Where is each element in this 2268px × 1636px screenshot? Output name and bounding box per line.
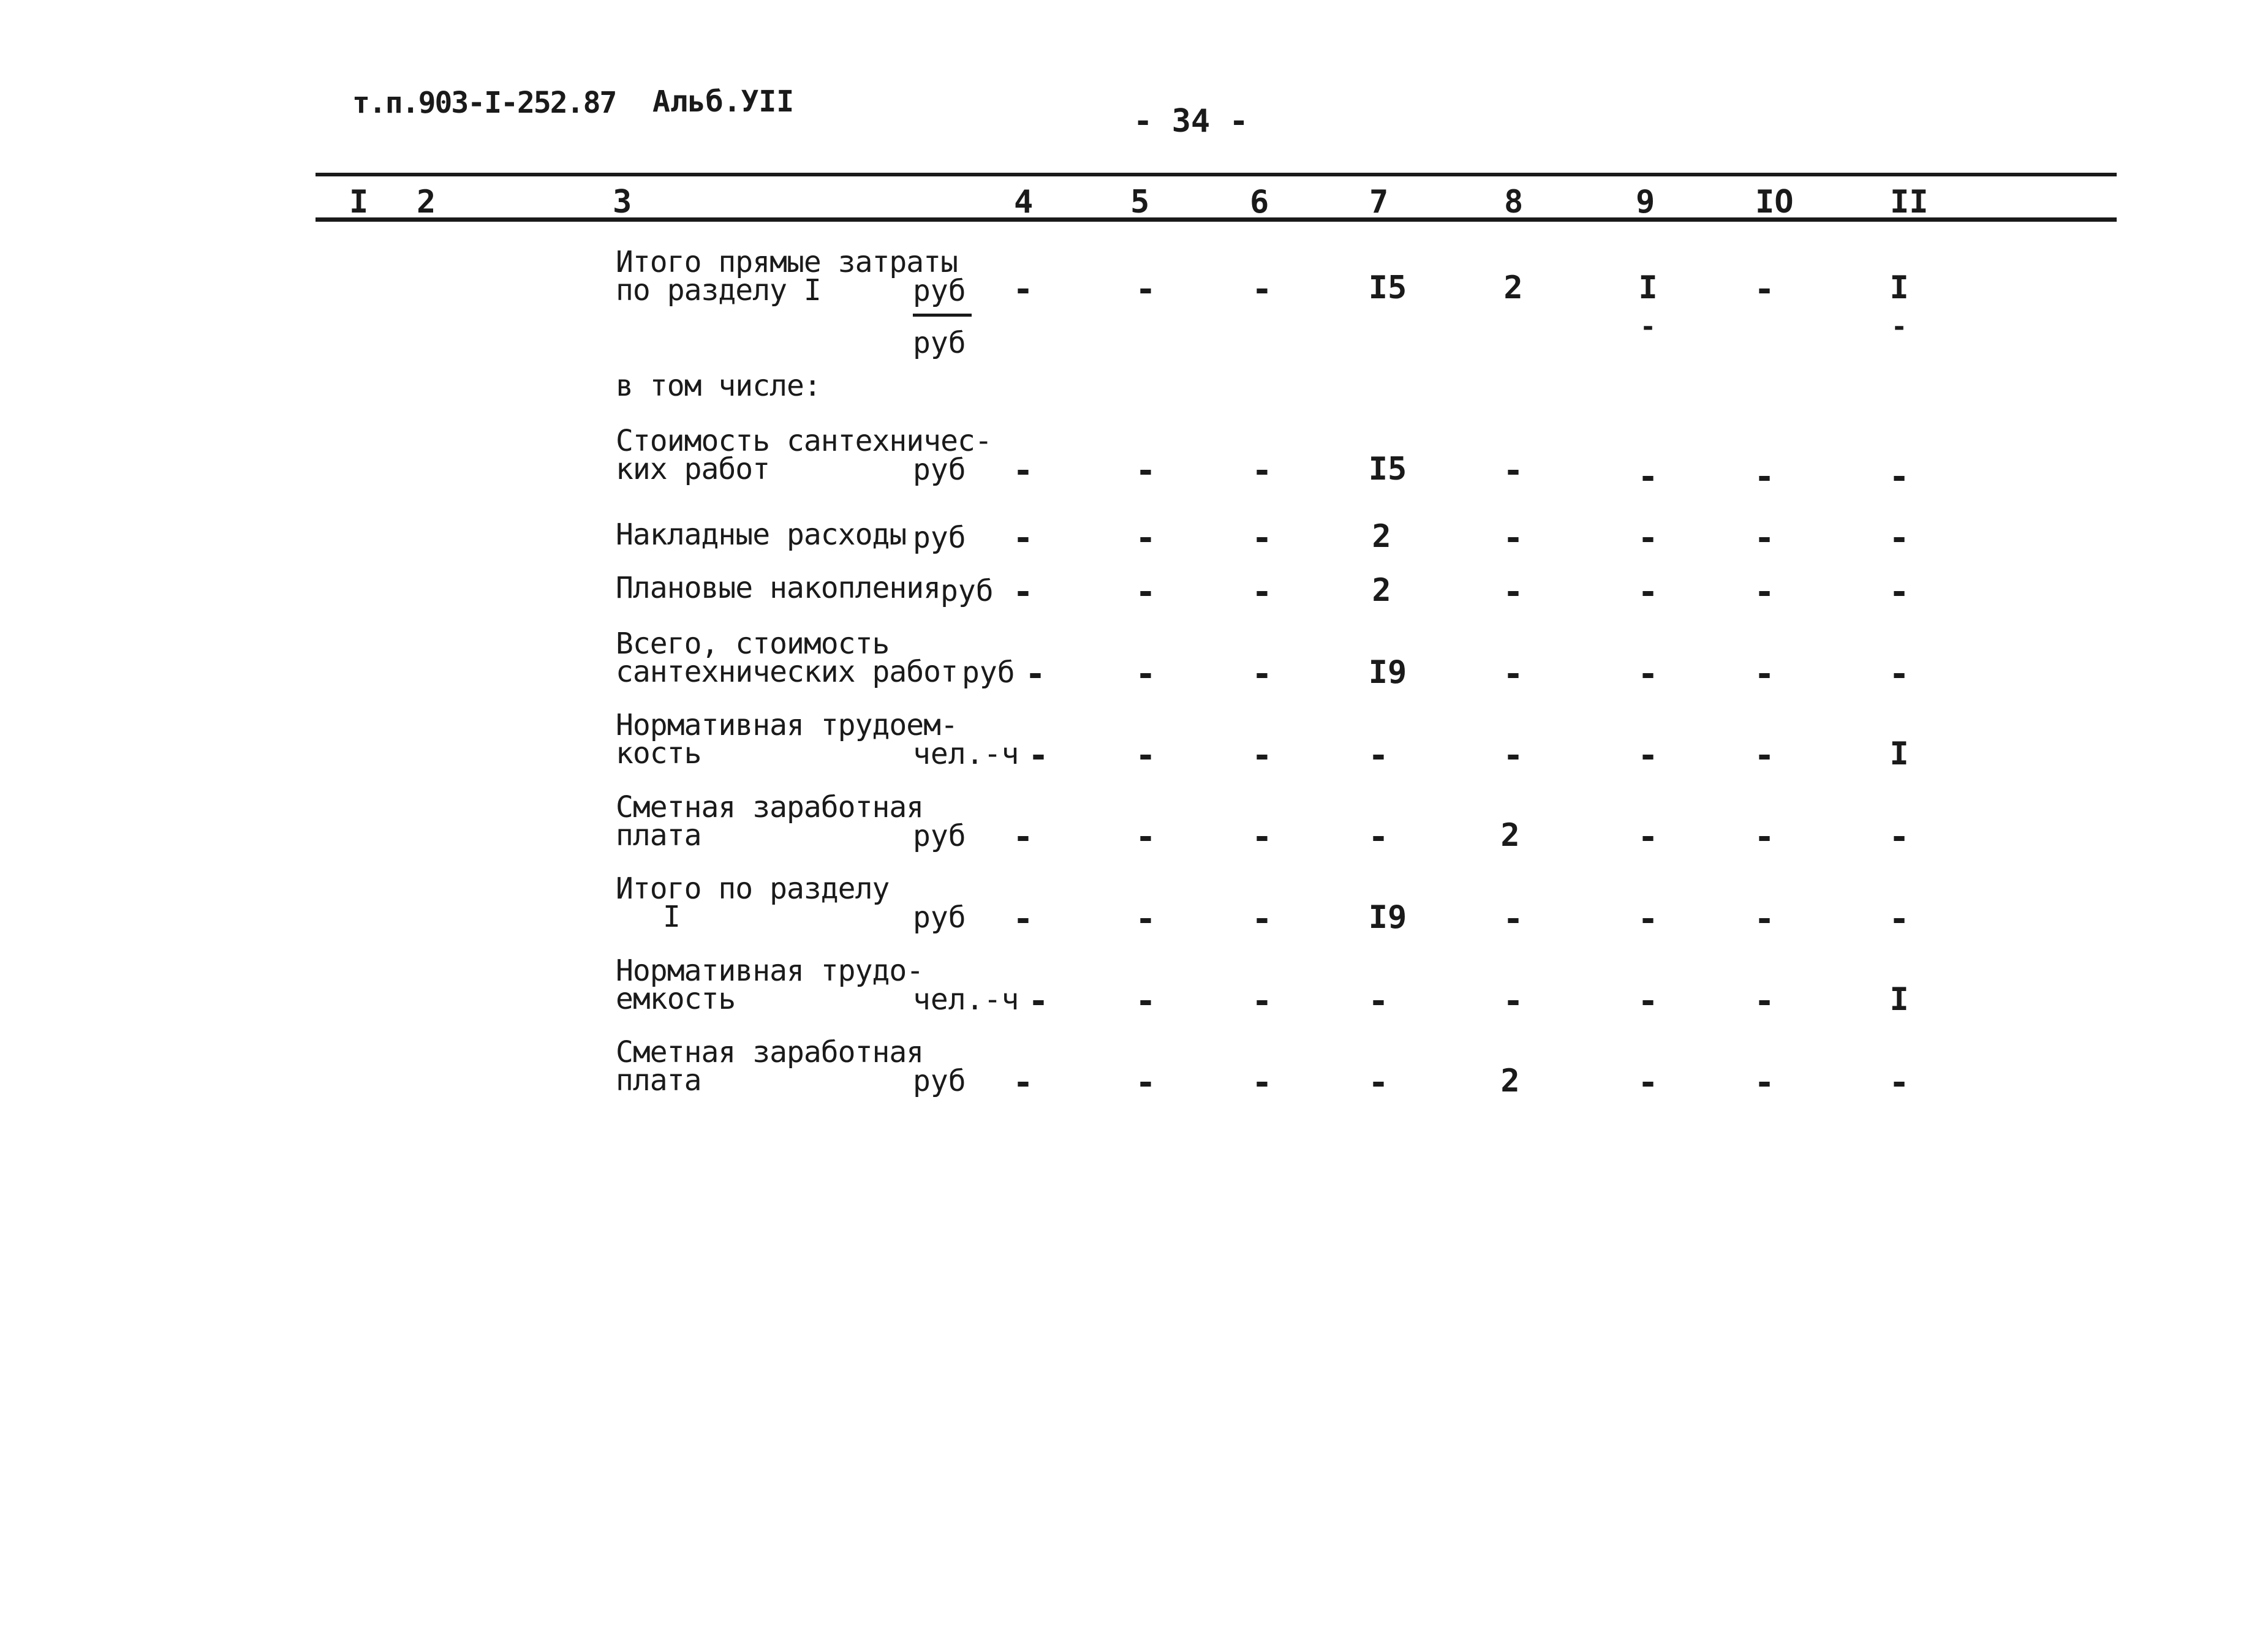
cell-col9: - <box>1638 518 1658 558</box>
cell-col7: 2 <box>1372 572 1391 609</box>
row-label-line2: плата <box>616 1063 701 1098</box>
cell-col8: - <box>1503 899 1524 939</box>
cell-col9: - <box>1638 654 1658 694</box>
column-number-7: 7 <box>1369 184 1389 221</box>
cell-col11: - <box>1889 654 1910 694</box>
row-label-line1: Сметная заработная <box>616 1035 924 1069</box>
cell-col9: - <box>1638 981 1658 1021</box>
cell-col11: - <box>1889 457 1910 497</box>
row-unit: чел.-ч <box>913 737 1019 771</box>
row-label-line2: I <box>663 900 680 934</box>
cell-col7: I5 <box>1368 451 1407 488</box>
row-label-line2: по разделу I <box>616 273 821 307</box>
cell-col5: - <box>1135 736 1156 775</box>
row-label-subheading: в том числе: <box>616 369 821 403</box>
cell-col4: - <box>1013 572 1034 612</box>
cell-col6: - <box>1252 736 1272 775</box>
row-unit: руб <box>913 819 966 853</box>
cell-col6: - <box>1252 981 1272 1021</box>
cell-col5: - <box>1135 1063 1156 1103</box>
cell-col10: - <box>1754 736 1775 775</box>
cell-col4: - <box>1025 654 1046 694</box>
column-number-3: 3 <box>613 184 632 221</box>
row-unit: руб <box>913 900 966 935</box>
cell-col8: - <box>1503 654 1524 694</box>
cell-col7: - <box>1368 981 1389 1021</box>
cell-col7: I9 <box>1368 899 1407 936</box>
cell-col10: - <box>1754 270 1775 309</box>
cell-col7: - <box>1368 817 1389 857</box>
row-label-line1: Итого прямые затраты <box>616 245 958 279</box>
cell-col8: - <box>1503 981 1524 1021</box>
row-label-line1: Нормативная трудо- <box>616 954 924 988</box>
row-unit: руб <box>962 655 1015 690</box>
page-number: - 34 - <box>1133 103 1249 140</box>
cell-col5: - <box>1135 817 1156 857</box>
cell-col10: - <box>1754 654 1775 694</box>
table-top-rule <box>316 173 2117 176</box>
cell-col9: - <box>1638 817 1658 857</box>
cell-col11: - <box>1889 572 1910 612</box>
cell-col5: - <box>1135 899 1156 939</box>
row-label-line2: сантехнических работ <box>616 655 958 689</box>
cell-col5: - <box>1135 451 1156 491</box>
cell-col9: I <box>1638 270 1658 306</box>
cell-col11-sub: - <box>1891 311 1908 342</box>
cell-col11: - <box>1889 1063 1910 1103</box>
cell-col8: - <box>1503 572 1524 612</box>
column-number-1: I <box>349 184 369 221</box>
unit-fraction-line <box>913 314 972 317</box>
row-label-line2: ких работ <box>616 452 770 486</box>
cell-col4: - <box>1013 518 1034 558</box>
cell-col4: - <box>1013 270 1034 309</box>
row-label-line1: Итого по разделу <box>616 872 890 906</box>
cell-col10: - <box>1754 457 1775 497</box>
cell-col9: - <box>1638 899 1658 939</box>
cell-col11: - <box>1889 518 1910 558</box>
cell-col11: I <box>1889 981 1909 1018</box>
cell-col4: - <box>1013 451 1034 491</box>
table-header-rule <box>316 217 2117 222</box>
album-number: Альб.УII <box>652 85 795 119</box>
cell-col5: - <box>1135 270 1156 309</box>
cell-col6: - <box>1252 572 1272 612</box>
cell-col11: - <box>1889 817 1910 857</box>
cell-col10: - <box>1754 817 1775 857</box>
cell-col7: I5 <box>1368 270 1407 306</box>
row-unit-denominator: руб <box>913 326 966 360</box>
cell-col9: - <box>1638 736 1658 775</box>
row-label-line1: Стоимость сантехничес- <box>616 424 992 458</box>
cell-col5: - <box>1135 981 1156 1021</box>
cell-col5: - <box>1135 518 1156 558</box>
cell-col10: - <box>1754 572 1775 612</box>
cell-col5: - <box>1135 572 1156 612</box>
cell-col8: - <box>1503 736 1524 775</box>
cell-col8: - <box>1503 451 1524 491</box>
cell-col4: - <box>1013 817 1034 857</box>
cell-col10: - <box>1754 981 1775 1021</box>
cell-col6: - <box>1252 899 1272 939</box>
row-unit: руб <box>913 274 966 308</box>
cell-col11: - <box>1889 899 1910 939</box>
cell-col6: - <box>1252 1063 1272 1103</box>
column-number-4: 4 <box>1014 184 1034 221</box>
document-code: т.п.903-I-252.87 <box>352 86 616 120</box>
row-unit: руб <box>940 574 994 608</box>
cell-col11: I <box>1889 736 1909 772</box>
cell-col7: I9 <box>1368 654 1407 691</box>
cell-col8: - <box>1503 518 1524 558</box>
row-label-line1: Сметная заработная <box>616 790 924 824</box>
cell-col6: - <box>1252 451 1272 491</box>
row-label-line1: Нормативная трудоем- <box>616 708 958 742</box>
cell-col4: - <box>1013 899 1034 939</box>
cell-col9-sub: - <box>1639 311 1657 342</box>
row-unit: руб <box>913 453 966 487</box>
cell-col6: - <box>1252 518 1272 558</box>
cell-col6: - <box>1252 817 1272 857</box>
cell-col4: - <box>1028 981 1049 1021</box>
cell-col9: - <box>1638 1063 1658 1103</box>
row-unit: чел.-ч <box>913 982 1019 1017</box>
row-label-line2: емкость <box>616 982 736 1016</box>
cell-col8: 2 <box>1500 817 1520 854</box>
row-label-line1: Накладные расходы <box>616 518 907 552</box>
column-number-10: IO <box>1755 184 1794 221</box>
column-number-11: II <box>1890 184 1929 221</box>
row-unit: руб <box>913 521 966 555</box>
cell-col4: - <box>1013 1063 1034 1103</box>
row-label-line2: плата <box>616 818 701 853</box>
cell-col5: - <box>1135 654 1156 694</box>
row-unit: руб <box>913 1064 966 1098</box>
cell-col6: - <box>1252 270 1272 309</box>
cell-col10: - <box>1754 1063 1775 1103</box>
column-number-9: 9 <box>1636 184 1655 221</box>
cell-col10: - <box>1754 518 1775 558</box>
cell-col8: 2 <box>1500 1063 1520 1099</box>
cell-col9: - <box>1638 457 1658 497</box>
column-number-5: 5 <box>1130 184 1150 221</box>
cell-col7: 2 <box>1372 518 1391 555</box>
column-number-8: 8 <box>1504 184 1524 221</box>
row-label-line2: кость <box>616 736 701 771</box>
cell-col4: - <box>1028 736 1049 775</box>
row-label-line1: Всего, стоимость <box>616 627 890 661</box>
cell-col10: - <box>1754 899 1775 939</box>
cell-col8: 2 <box>1503 270 1523 306</box>
column-number-2: 2 <box>417 184 436 221</box>
cell-col7: - <box>1368 1063 1389 1103</box>
cell-col7: - <box>1368 736 1389 775</box>
cell-col9: - <box>1638 572 1658 612</box>
row-label-line1: Плановые накопления <box>616 571 941 605</box>
column-number-6: 6 <box>1250 184 1269 221</box>
cell-col6: - <box>1252 654 1272 694</box>
cell-col11: I <box>1889 270 1909 306</box>
